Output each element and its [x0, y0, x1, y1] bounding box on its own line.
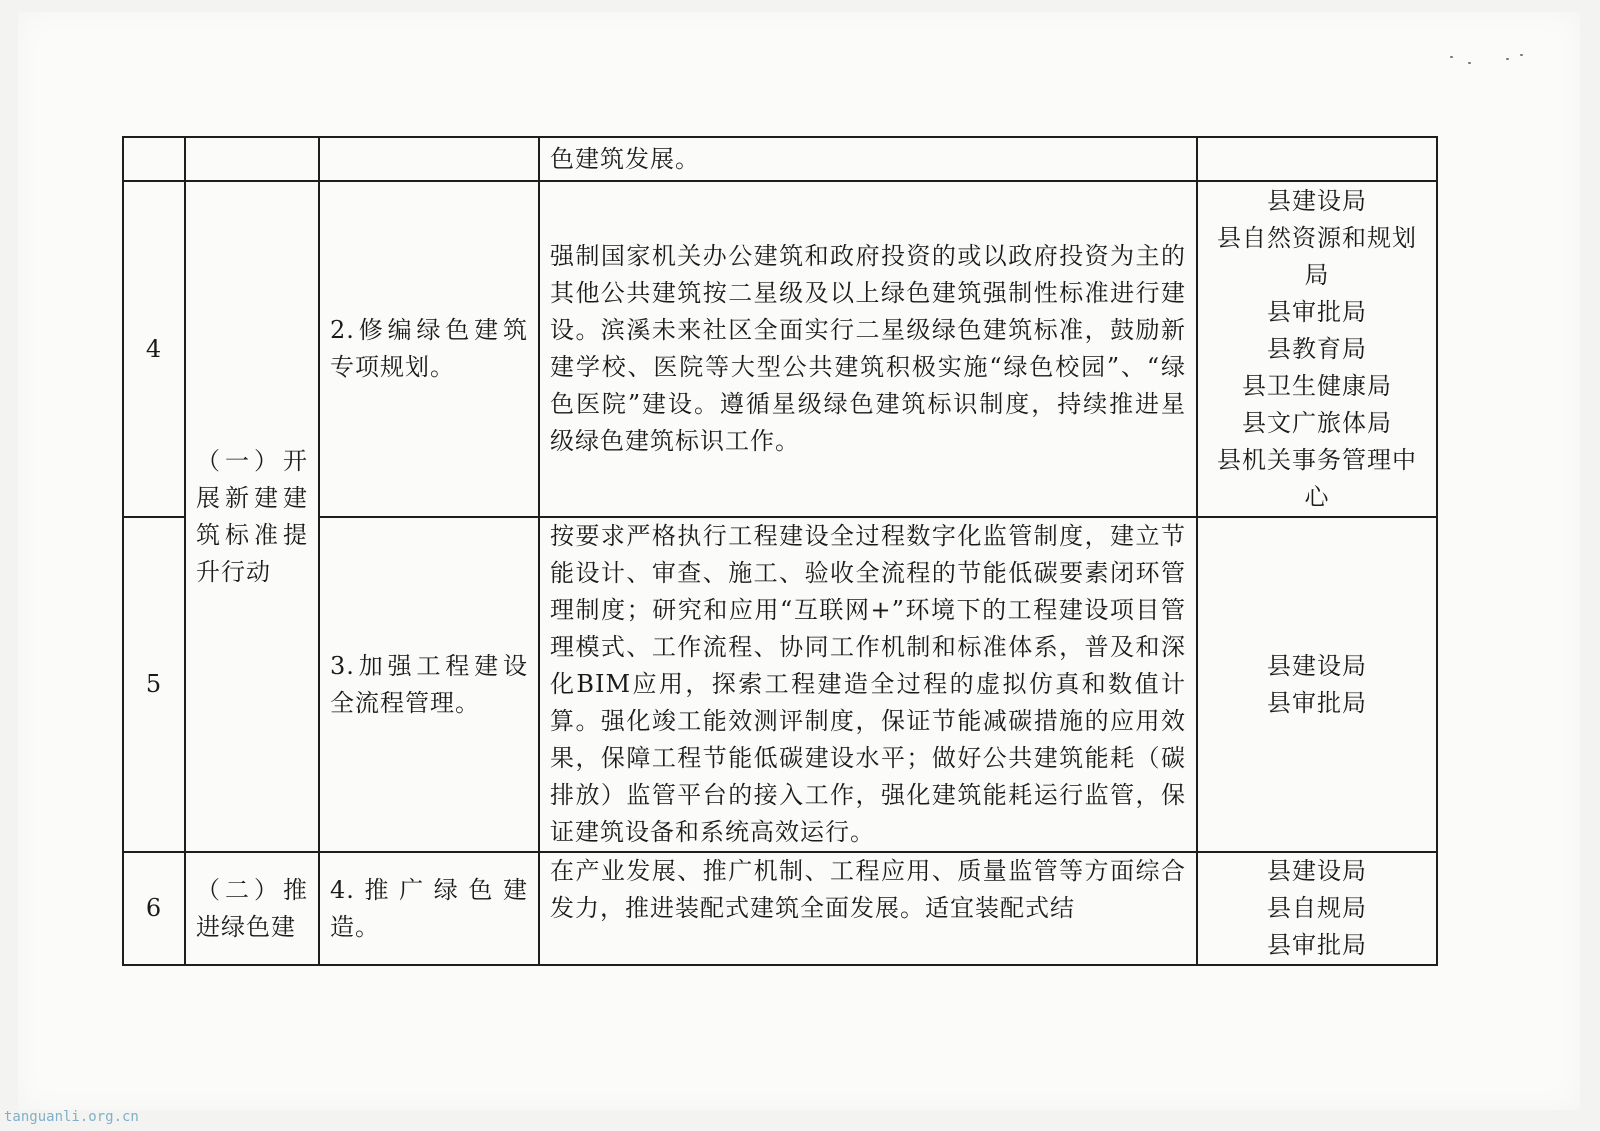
row-number: 5 — [123, 517, 185, 852]
row-number: 6 — [123, 852, 185, 965]
site-watermark: tanguanli.org.cn — [4, 1109, 139, 1125]
content-cell: 在产业发展、推广机制、工程应用、质量监管等方面综合发力，推进装配式建筑全面发展。适宜装配式结 — [539, 852, 1197, 965]
row-number: 4 — [123, 181, 185, 517]
department-name: 县文广旅体局 — [1242, 408, 1392, 437]
task-cell: 3.加强工程建设全流程管理。 — [319, 517, 539, 852]
department-name: 县建设局 — [1267, 186, 1367, 215]
department-name: 县教育局 — [1267, 334, 1367, 363]
task-cell: 2.修编绿色建筑专项规划。 — [319, 181, 539, 517]
department-name: 县建设局 — [1267, 857, 1367, 885]
department-name: 县自然资源和规划局 — [1217, 223, 1417, 289]
category-cell-empty — [185, 137, 319, 181]
department-name: 县卫生健康局 — [1242, 371, 1392, 400]
department-cell — [1197, 852, 1437, 965]
task-cell: 4.推广绿色建造。 — [319, 852, 539, 965]
content-cell: 按要求严格执行工程建设全过程数字化监管制度，建立节能设计、审查、施工、验收全流程的节能低碳要素闭环管理制度；研究和应用“互联网+”环境下的工程建设项目管理模式、工作流程、协同工作机制和标准体系，普及和深化BIM应用，探索工程建造全过程的虚拟仿真和数值计算。强化竣工能效测评制度，保证节能减碳措施的应用效果，保障工程节能低碳建设水平；做好公共建筑能耗（碳排放）监管平台的接入工作，强化建筑能耗运行监管，保证建筑设备和系统高效运行。 — [539, 517, 1197, 852]
task-cell-empty — [319, 137, 539, 181]
department-name: 县审批局 — [1267, 931, 1367, 959]
measures-table — [122, 136, 1438, 966]
department-cell — [1197, 181, 1437, 517]
category-cell-merged: （一）开展新建建筑标准提升行动 — [185, 181, 319, 852]
department-name: 县自规局 — [1267, 894, 1367, 922]
department-name: 县审批局 — [1267, 688, 1367, 717]
department-name: 县建设局 — [1267, 651, 1367, 680]
department-name: 县审批局 — [1267, 297, 1367, 326]
table-row-continuation — [123, 137, 1437, 181]
table-row-6 — [123, 852, 1437, 965]
number-cell-empty — [123, 137, 185, 181]
department-cell-empty — [1197, 137, 1437, 181]
table-row-5 — [123, 517, 1437, 852]
department-name: 县机关事务管理中心 — [1217, 445, 1417, 511]
content-cell-continuation: 色建筑发展。 — [539, 137, 1197, 181]
content-cell: 强制国家机关办公建筑和政府投资的或以政府投资为主的其他公共建筑按二星级及以上绿色建筑强制性标准进行建设。滨溪未来社区全面实行二星级绿色建筑标准，鼓励新建学校、医院等大型公共建筑积极实施“绿色校园”、“绿色医院”建设。遵循星级绿色建筑标识制度，持续推进星级绿色建筑标识工作。 — [539, 181, 1197, 517]
category-cell: （二）推进绿色建 — [185, 852, 319, 965]
table-row-4 — [123, 181, 1437, 517]
scan-specks — [1446, 52, 1536, 72]
department-cell — [1197, 517, 1437, 852]
